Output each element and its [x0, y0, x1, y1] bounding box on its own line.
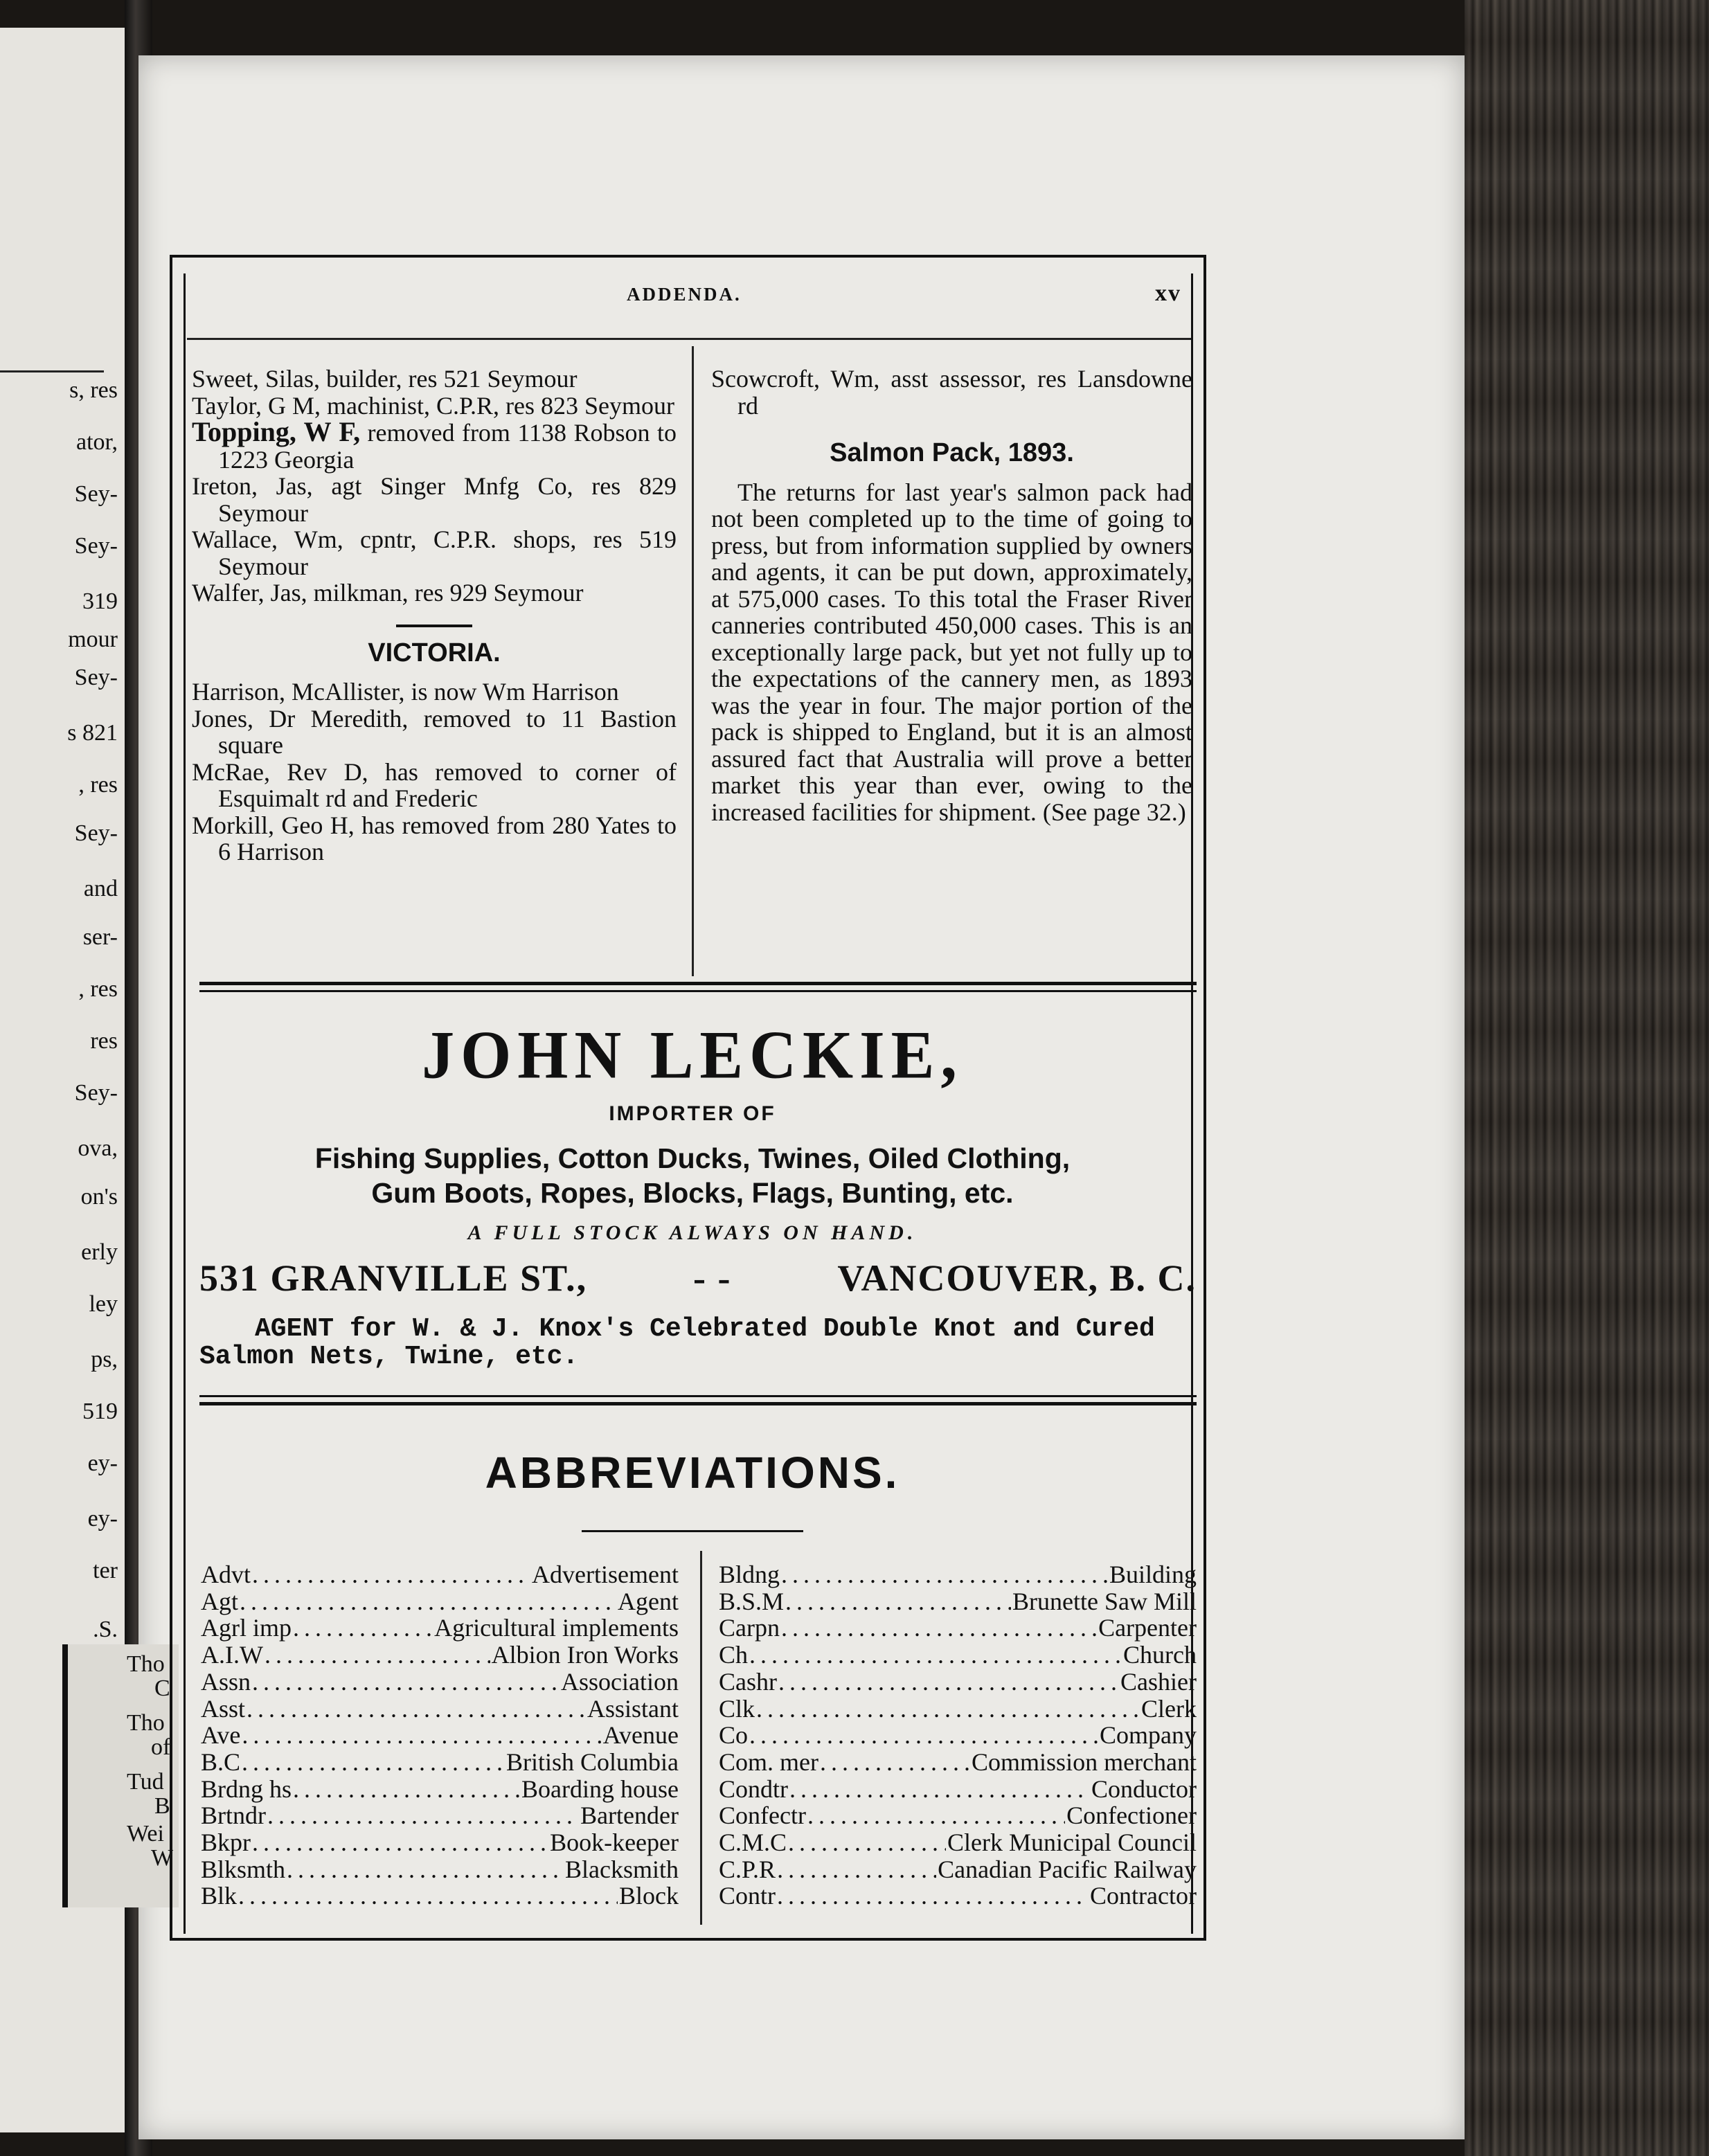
inset-fragment: Wei: [127, 1821, 164, 1847]
dot-leader: [789, 1776, 1090, 1803]
directory-entry: Harrison, McAllister, is now Wm Harrison: [192, 678, 619, 706]
ad-separator: - -: [693, 1257, 732, 1299]
abbreviation-row: [201, 1829, 679, 1856]
abbreviation-meaning: Avenue: [602, 1721, 679, 1750]
abbreviation-term: Clk: [719, 1694, 755, 1723]
abbreviations-rule: [582, 1530, 803, 1532]
facing-page-fragment: 519: [82, 1399, 118, 1424]
abbreviation-row: [719, 1669, 1197, 1696]
abbreviation-meaning: Company: [1100, 1721, 1197, 1750]
inset-fragment: C: [154, 1676, 170, 1701]
ad-subtitle: IMPORTER OF: [609, 1102, 776, 1125]
facing-page-fragment: ps,: [91, 1347, 118, 1372]
abbreviation-term: Ch: [719, 1641, 749, 1669]
facing-page-fragment: Sey-: [74, 820, 118, 846]
abbreviation-term: Com. mer: [719, 1748, 818, 1776]
abbreviation-term: C.P.R: [719, 1855, 776, 1883]
abbreviation-row: [719, 1883, 1197, 1910]
directory-entry: Walfer, Jas, milkman, res 929 Seymour: [192, 579, 584, 607]
ad-business-name: JOHN LECKIE,: [422, 1017, 963, 1093]
ad-agent-note: [199, 1315, 1197, 1371]
facing-page-fragment: ser-: [82, 924, 118, 950]
abbreviation-term: Asst: [201, 1694, 246, 1723]
abbreviation-row: [719, 1615, 1197, 1642]
abbreviation-meaning: Clerk: [1141, 1694, 1197, 1723]
directory-entry: Ireton, Jas, agt Singer Mnfg Co, res 829 Seymour: [192, 472, 677, 527]
dot-leader: [756, 1696, 1140, 1723]
abbreviation-meaning: Building: [1109, 1561, 1197, 1588]
ad-agent-line: AGENT for W. & J. Knox's Celebrated Double Knot and Cured: [255, 1314, 1155, 1344]
abbreviation-meaning: Advertisement: [532, 1561, 679, 1588]
column-divider: [692, 346, 694, 976]
abbreviation-row: [719, 1776, 1197, 1803]
abbreviation-term: Brdng hs: [201, 1775, 292, 1803]
abbreviation-meaning: Church: [1123, 1641, 1197, 1669]
abbreviation-meaning: Bartender: [580, 1802, 679, 1830]
abbreviation-row: [201, 1669, 679, 1696]
facing-page-fragment: mour: [68, 627, 118, 652]
facing-page-fragment: 319: [82, 589, 118, 614]
abbreviation-term: B.S.M: [719, 1587, 785, 1615]
ad-rule-top: [199, 982, 1197, 985]
abbreviations-left-column: [201, 1561, 679, 1910]
abbreviation-term: Brtndr: [201, 1802, 266, 1830]
abbreviation-term: Cashr: [719, 1667, 777, 1696]
abbreviation-meaning: Agricultural implements: [434, 1614, 679, 1642]
abbreviation-term: Carpn: [719, 1614, 780, 1642]
dot-leader: [788, 1829, 946, 1856]
facing-page-fragment: ley: [89, 1291, 118, 1317]
abbreviation-term: Co: [719, 1721, 749, 1750]
abbreviation-term: Condtr: [719, 1775, 789, 1803]
facing-page-fragment: on's: [80, 1184, 118, 1210]
abbreviation-term: Confectr: [719, 1802, 806, 1830]
abbreviation-meaning: Block: [619, 1882, 679, 1910]
dot-leader: [777, 1856, 936, 1883]
abbreviation-meaning: Commission merchant: [972, 1748, 1197, 1776]
abbreviation-meaning: British Columbia: [505, 1748, 679, 1776]
abbreviation-meaning: Conductor: [1091, 1775, 1197, 1803]
abbreviations-divider: [700, 1551, 702, 1925]
salmon-paragraph: The returns for last year's salmon pack had not been completed up to the time of going to press, but from information supplied by owners and agents, it can be put down, approximately, at 575,000 cases. To this total the Fraser River canneries contributed 450,000 cases. This is an exceptionally large pack, but yet not fully up to the expectations of the cannery men, as 1893 was the year in four. The major portion of the pack is shipped to England, but it is an almost assured fact that Australia will prove a better market this year than ever, owing to the increased facilities for shipment. (See page 32.): [711, 478, 1192, 826]
abbreviation-term: Assn: [201, 1667, 251, 1696]
dot-leader: [293, 1615, 433, 1642]
book-edge: [1465, 0, 1709, 2156]
abbreviation-meaning: Book-keeper: [550, 1829, 679, 1857]
section-heading-salmon: Salmon Pack, 1893.: [830, 438, 1074, 467]
abbreviation-row: [719, 1749, 1197, 1776]
dot-leader: [785, 1588, 1011, 1615]
dot-leader: [781, 1561, 1108, 1588]
abbreviation-row: [201, 1749, 679, 1776]
inset-fragment: B: [154, 1793, 170, 1819]
facing-page-fragment: s 821: [67, 720, 118, 746]
ad-street: 531 GRANVILLE ST.,: [199, 1257, 588, 1299]
abbreviation-term: Bkpr: [201, 1829, 251, 1857]
inset-strip: [62, 1644, 179, 1907]
right-column: [711, 366, 1192, 825]
abbreviation-term: Blk: [201, 1882, 238, 1910]
abbreviation-term: C.M.C: [719, 1829, 787, 1857]
abbreviation-row: [719, 1642, 1197, 1669]
dot-leader: [749, 1722, 1098, 1749]
dot-leader: [238, 1883, 618, 1910]
inset-fragment: Tho: [127, 1651, 165, 1677]
inset-fragment: W: [151, 1845, 174, 1871]
dot-leader: [287, 1856, 564, 1883]
directory-entry: Taylor, G M, machinist, C.P.R, res 823 Seymour: [192, 391, 675, 420]
directory-entry: Scowcroft, Wm, asst assessor, res Lansdowne rd: [711, 365, 1192, 420]
abbreviation-row: [201, 1696, 679, 1723]
abbreviation-term: Contr: [719, 1882, 776, 1910]
abbreviation-row: [201, 1615, 679, 1642]
abbreviation-row: [719, 1588, 1197, 1615]
section-heading-victoria: VICTORIA.: [368, 638, 501, 667]
dot-leader: [267, 1802, 579, 1829]
abbreviation-meaning: Carpenter: [1098, 1614, 1197, 1642]
dot-leader: [242, 1749, 505, 1776]
directory-entry: McRae, Rev D, has removed to corner of Esquimalt rd and Frederic: [192, 757, 677, 812]
abbreviation-meaning: Blacksmith: [565, 1855, 679, 1883]
abbreviation-row: [719, 1856, 1197, 1883]
facing-page-fragment: ter: [93, 1558, 118, 1583]
abbreviation-row: [719, 1561, 1197, 1588]
facing-page-fragment: and: [83, 876, 118, 901]
abbreviation-term: A.I.W: [201, 1641, 263, 1669]
entry-text: removed from 1138 Robson to 1223 Georgia: [218, 419, 677, 474]
abbreviation-meaning: Assistant: [587, 1694, 679, 1723]
facing-page-fragment: erly: [81, 1239, 118, 1265]
page-number: xv: [1155, 280, 1181, 306]
abbreviation-row: [201, 1856, 679, 1883]
dot-leader: [749, 1642, 1122, 1669]
section-rule: [396, 625, 472, 627]
abbreviation-row: [201, 1802, 679, 1829]
header-rule: [187, 338, 1191, 340]
running-head: ADDENDA.: [627, 284, 742, 305]
abbreviation-meaning: Brunette Saw Mill: [1012, 1587, 1197, 1615]
dot-leader: [777, 1883, 1089, 1910]
dot-leader: [807, 1802, 1065, 1829]
facing-page-fragment: , res: [78, 976, 118, 1002]
facing-page-fragment: Sey-: [74, 481, 118, 507]
left-column: [192, 366, 677, 865]
abbreviation-row: [201, 1722, 679, 1749]
ad-rule-bottom: [199, 1402, 1197, 1405]
ad-agent-line: Salmon Nets, Twine, etc.: [199, 1342, 579, 1372]
facing-page-fragment: s, res: [69, 377, 118, 403]
directory-entry: Sweet, Silas, builder, res 521 Seymour: [192, 365, 578, 393]
inset-fragment: of: [151, 1734, 171, 1760]
abbreviation-row: [201, 1642, 679, 1669]
abbreviation-term: Blksmth: [201, 1855, 286, 1883]
abbreviation-row: [719, 1802, 1197, 1829]
facing-page-fragment: res: [90, 1028, 118, 1054]
abbreviation-row: [719, 1696, 1197, 1723]
dot-leader: [265, 1642, 490, 1669]
abbreviations-right-column: [719, 1561, 1197, 1910]
inset-fragment: Tud: [127, 1769, 164, 1795]
abbreviation-row: [201, 1561, 679, 1588]
dot-leader: [293, 1776, 520, 1803]
abbreviation-meaning: Canadian Pacific Railway: [938, 1855, 1197, 1883]
ad-tagline: A FULL STOCK ALWAYS ON HAND.: [467, 1221, 918, 1244]
dot-leader: [820, 1749, 970, 1776]
dot-leader: [781, 1615, 1097, 1642]
abbreviation-term: Agt: [201, 1587, 238, 1615]
directory-entry: Jones, Dr Meredith, removed to 11 Bastion square: [192, 704, 677, 759]
facing-page-fragment: ator,: [76, 429, 118, 455]
abbreviation-row: [201, 1776, 679, 1803]
directory-entry: Morkill, Geo H, has removed from 280 Yates to 6 Harrison: [192, 811, 677, 865]
ad-rule-top-thin: [199, 990, 1197, 992]
dot-leader: [242, 1722, 601, 1749]
entry-bold-name: Topping, W F,: [192, 416, 361, 447]
ad-rule-bottom-thin: [199, 1395, 1197, 1397]
abbreviation-term: Agrl imp: [201, 1614, 292, 1642]
abbreviation-row: [719, 1829, 1197, 1856]
dot-leader: [247, 1696, 586, 1723]
facing-page-fragment: Sey-: [74, 533, 118, 559]
facing-page-fragment: Sey-: [74, 1080, 118, 1106]
abbreviation-term: Advt: [201, 1561, 251, 1588]
dot-leader: [240, 1588, 616, 1615]
dot-leader: [252, 1829, 548, 1856]
facing-page-fragment: ey-: [87, 1506, 118, 1531]
ad-goods-line: Gum Boots, Ropes, Blocks, Flags, Bunting, etc.: [371, 1177, 1014, 1209]
facing-page-fragment: ova,: [78, 1135, 118, 1161]
directory-entry: Wallace, Wm, cpntr, C.P.R. shops, res 519 Seymour: [192, 525, 677, 580]
abbreviation-meaning: Albion Iron Works: [491, 1641, 679, 1669]
abbreviation-meaning: Contractor: [1090, 1882, 1197, 1910]
abbreviation-meaning: Clerk Municipal Council: [947, 1829, 1197, 1857]
abbreviation-meaning: Agent: [618, 1587, 679, 1615]
abbreviation-meaning: Cashier: [1120, 1667, 1197, 1696]
abbreviation-meaning: Boarding house: [521, 1775, 679, 1803]
abbreviation-term: Bldng: [719, 1561, 780, 1588]
ad-goods-line: Fishing Supplies, Cotton Ducks, Twines, Oiled Clothing,: [314, 1142, 1071, 1174]
abbreviation-meaning: Confectioner: [1066, 1802, 1197, 1830]
dot-leader: [252, 1669, 560, 1696]
inset-fragment: Tho: [127, 1710, 165, 1736]
abbreviation-row: [719, 1722, 1197, 1749]
abbreviation-term: B.C: [201, 1748, 241, 1776]
facing-page-fragment: Sey-: [74, 665, 118, 690]
dot-leader: [252, 1561, 530, 1588]
facing-page-fragment: .S.: [93, 1617, 118, 1642]
dot-leader: [778, 1669, 1119, 1696]
facing-page-rule: [0, 370, 104, 372]
abbreviation-term: Ave: [201, 1721, 241, 1750]
facing-page-fragment: , res: [78, 772, 118, 798]
abbreviation-meaning: Association: [561, 1667, 679, 1696]
abbreviations-title: ABBREVIATIONS.: [485, 1448, 900, 1498]
abbreviation-row: [201, 1883, 679, 1910]
facing-page-fragment: ey-: [87, 1450, 118, 1476]
abbreviation-row: [201, 1588, 679, 1615]
directory-entry: [192, 416, 677, 474]
ad-city: VANCOUVER, B. C.: [837, 1257, 1197, 1299]
ad-address: [199, 1257, 1197, 1300]
